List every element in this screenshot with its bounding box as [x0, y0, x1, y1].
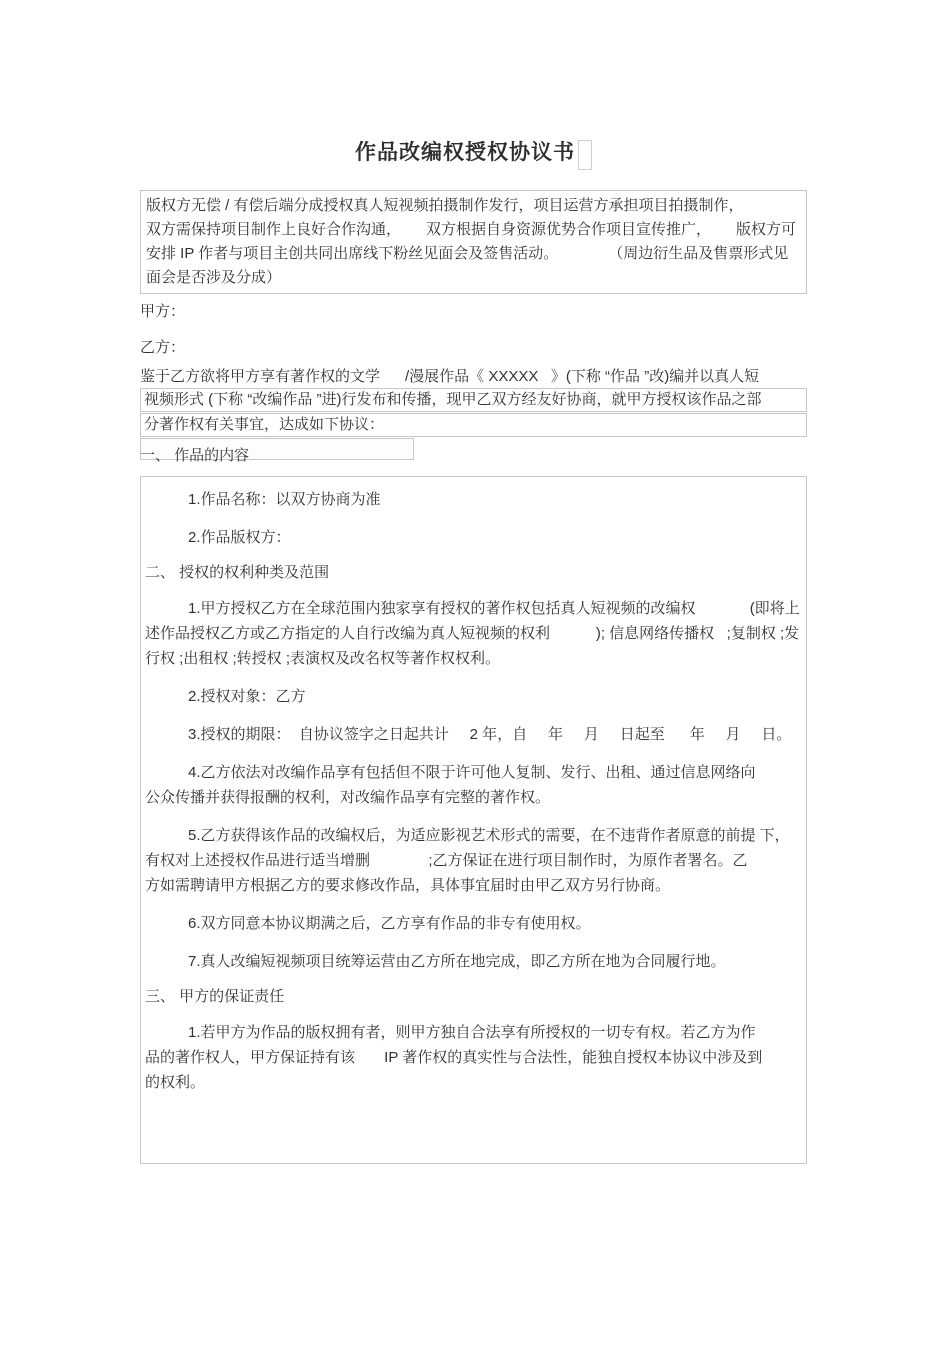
- clause-line: 6.双方同意本协议期满之后，乙方享有作品的非专有使用权。: [188, 915, 591, 932]
- clause-line: 3.授权的期限： 自协议签字之日起共计 2 年，自 年 月 日起至 年 月 日。: [188, 726, 792, 743]
- clause-line: 2.作品版权方：: [188, 529, 291, 546]
- clause-line: 1.若甲方为作品的版权拥有者，则甲方独自合法享有所授权的一切专有权。若乙方为作: [188, 1024, 756, 1041]
- clause-line: 行权 ;出租权 ;转授权 ;表演权及改名权等著作权权利。: [145, 650, 501, 667]
- clause-s1-1: [145, 487, 802, 512]
- intro-paragraph-box: [140, 190, 807, 294]
- title-row: [140, 136, 807, 170]
- document-content: [140, 136, 807, 1164]
- clause-line: 有权对上述授权作品进行适当增删 ;乙方保证在进行项目制作时，为原作者署名。乙: [145, 852, 748, 869]
- clause-line: 1.甲方授权乙方在全球范围内独家享有授权的著作权包括真人短视频的改编权 (即将上: [188, 600, 800, 617]
- party-b-line: 乙方：: [140, 339, 186, 356]
- whereas-line-3-box: [140, 413, 807, 437]
- whereas-line-2: 视频形式 (下称 “改编作品 ”进)行发布和传播，现甲乙双方经友好协商，就甲方授权该作品之部: [144, 391, 762, 408]
- whereas-line-1: 鉴于乙方欲将甲方享有著作权的文学 /漫展作品《 XXXXX 》(下称 “作品 ”改)编并以真人短: [140, 368, 760, 385]
- clause-line: 7.真人改编短视频项目统筹运营由乙方所在地完成，即乙方所在地为合同履行地。: [188, 953, 726, 970]
- clause-s1-2: [145, 525, 802, 550]
- clause-s2-4: [145, 760, 802, 810]
- clause-s2-5: [145, 823, 802, 898]
- section-2-heading: 二、 授权的权利种类及范围: [145, 564, 330, 581]
- clause-s3-1: [145, 1020, 802, 1095]
- clause-line: 4.乙方依法对改编作品享有包括但不限于许可他人复制、发行、出租、通过信息网络向: [188, 764, 756, 781]
- clause-s2-7: [145, 949, 802, 974]
- clause-line: 2.授权对象：乙方: [188, 688, 306, 705]
- title-blank-field[interactable]: [578, 140, 592, 170]
- clause-s2-2: [145, 684, 802, 709]
- intro-line: 双方需保持项目制作上良好合作沟通， 双方根据自身资源优势合作项目宣传推广， 版权方可: [146, 221, 797, 238]
- page-title: 作品改编权授权协议书: [355, 141, 575, 164]
- main-body-box: [140, 476, 807, 1164]
- clause-line: 1.作品名称：以双方协商为准: [188, 491, 381, 508]
- clause-line: 公众传播并获得报酬的权利，对改编作品享有完整的著作权。: [145, 789, 551, 806]
- whereas-line-3: 分著作权有关事宜，达成如下协议：: [144, 416, 385, 433]
- intro-line: 版权方无偿 / 有偿后端分成授权真人短视频拍摄制作发行，项目运营方承担项目拍摄制作，: [146, 197, 744, 214]
- party-a-line: 甲方：: [140, 303, 186, 320]
- whereas-line-2-box: [140, 388, 807, 412]
- clause-line: 5.乙方获得该作品的改编权后，为适应影视艺术形式的需要，在不违背作者原意的前提 下，: [188, 827, 790, 844]
- clause-s2-1: [145, 596, 802, 671]
- clause-line: 述作品授权乙方或乙方指定的人自行改编为真人短视频的权利 ); 信息网络传播权 ;复制权 ;发: [145, 625, 800, 642]
- clause-line: 方如需聘请甲方根据乙方的要求修改作品，具体事宜届时由甲乙双方另行协商。: [145, 877, 671, 894]
- clause-line: 品的著作权人，甲方保证持有该 IP 著作权的真实性与合法性，能独自授权本协议中涉及到: [145, 1049, 763, 1066]
- clause-s2-3: [145, 722, 802, 747]
- intro-line: 面会是否涉及分成）: [146, 269, 282, 286]
- section-3-heading: 三、 甲方的保证责任: [145, 988, 285, 1005]
- intro-line: 安排 IP 作者与项目主创共同出席线下粉丝见面会及签售活动。 （周边衍生品及售票形式见: [146, 245, 789, 262]
- clause-s2-6: [145, 911, 802, 936]
- clause-line: 的权利。: [145, 1074, 206, 1091]
- section-1-heading: 一、 作品的内容: [140, 447, 250, 464]
